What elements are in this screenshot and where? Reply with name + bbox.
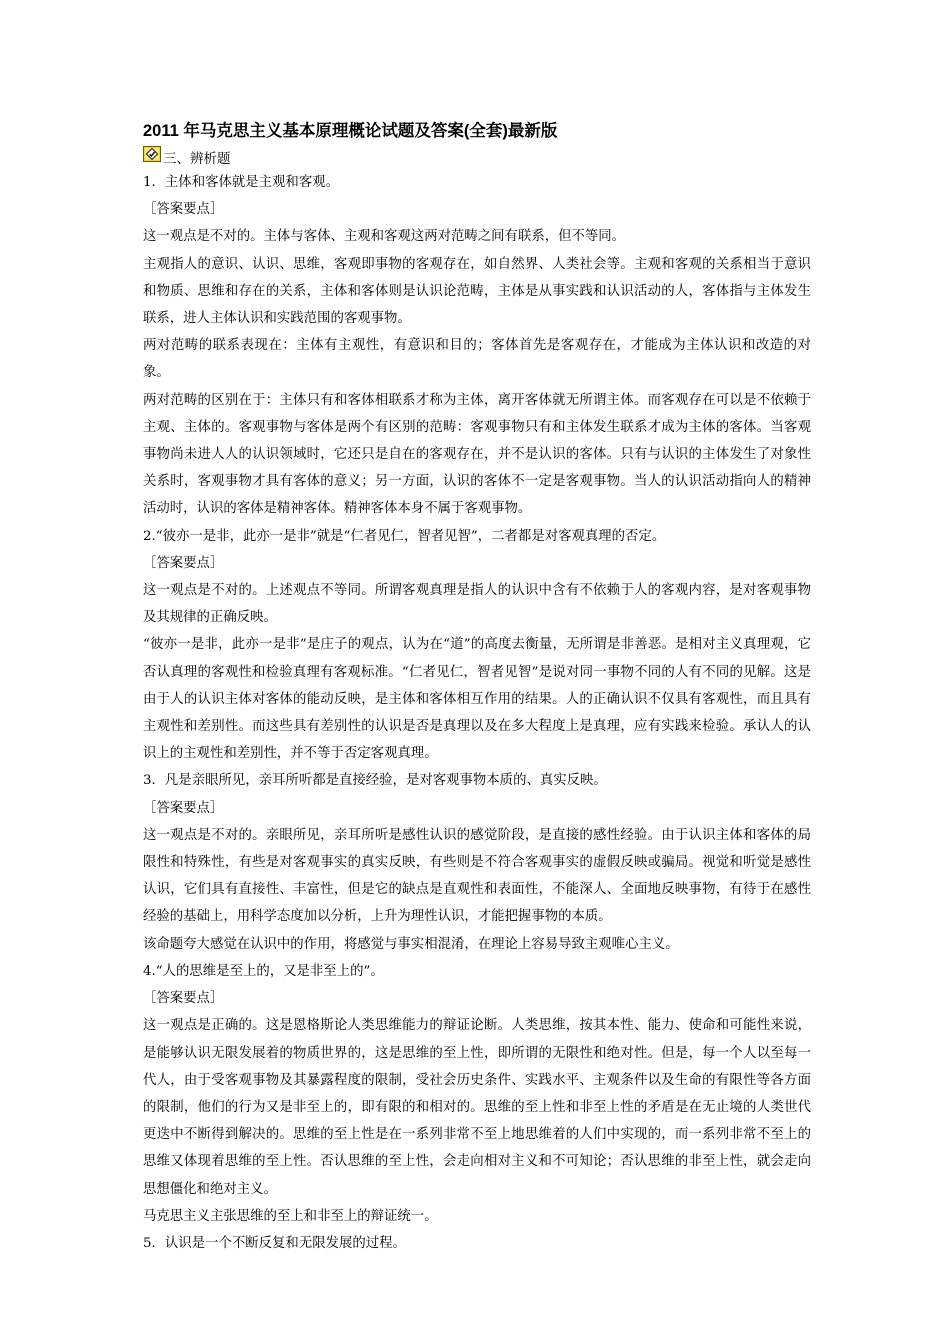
question-2: 2.“彼亦一是非，此亦一是非”就是“仁者见仁，智者见智”，二者都是对客观真理的否定。: [143, 528, 666, 544]
question-4: 4.“人的思维是至上的，又是非至上的”。: [143, 963, 384, 979]
answer-label-3: ［答案要点］: [143, 800, 224, 816]
answer-label-4: ［答案要点］: [143, 991, 224, 1007]
document-body: [143, 169, 811, 1257]
answer-paragraph: 主观指人的意识、认识、思维，客观即事物的客观存在，如自然界、人类社会等。主观和客观的关系相当于意识和物质、思维和存在的关系，主体和客体则是认识论范畴，主体是从事实践和认识活动的人，客体指与主体发生联系，进人主体认识和实践范围的客观事物。: [143, 256, 811, 327]
section-heading: [143, 145, 811, 169]
question-5: 5．认识是一个不断反复和无限发展的过程。: [143, 1235, 406, 1251]
answer-paragraph: 两对范畴的联系表现在：主体有主观性，有意识和目的；客体首先是客观存在，才能成为主体认识和改造的对象。: [143, 338, 811, 381]
section-title: 三、辨析题: [163, 151, 231, 167]
answer-label-2: ［答案要点］: [143, 555, 224, 571]
document-title: 2011 年马克思主义基本原理概论试题及答案(全套)最新版: [143, 122, 558, 140]
answer-paragraph: 这一观点是不对的。上述观点不等同。所谓客观真理是指人的认识中含有不依赖于人的客观内容，是对客观事物及其规律的正确反映。: [143, 583, 811, 626]
answer-paragraph: “彼亦一是非，此亦一是非”是庄子的观点，认为在“道”的高度去衡量，无所谓是非善恶。是相对主义真理观，它否认真理的客观性和检验真理有客观标准。“仁者见仁，智者见智”是说对同一事物不同的人有不同的见解。这是由于人的认识主体对客体的能动反映，是主体和客体相互作用的结果。人的正确认识不仅具有客观性，而且具有主观性和差别性。而这些具有差别性的认识是否是真理以及在多大程度上是真理，应有实践来检验。承认人的认识上的主观性和差别性，并不等于否定客观真理。: [143, 637, 811, 762]
document-page: [143, 118, 811, 1257]
answer-paragraph: 该命题夸大感觉在认识中的作用，将感觉与事实相混淆，在理论上容易导致主观唯心主义。: [143, 936, 679, 952]
question-1: 1．主体和客体就是主观和客观。: [143, 175, 339, 190]
answer-paragraph: 两对范畴的区别在于：主体只有和客体相联系才称为主体，离开客体就无所谓主体。而客观存在可以是不依赖于主观、主体的。客观事物与客体是两个有区别的范畴：客观事物只有和主体发生联系才成为主体的客体。当客观事物尚未进人人的认识领域时，它还只是自在的客观存在，并不是认识的客体。只有与认识的主体发生了对象性关系时，客观事物才具有客体的意义；另一方面，认识的客体不一定是客观事物。当人的认识活动指向人的精神活动时，认识的客体是精神客体。精神客体本身不属于客观事物。: [143, 392, 811, 517]
answer-paragraph: 马克思主义主张思维的至上和非至上的辩证统一。: [143, 1208, 438, 1224]
document-icon: [143, 146, 161, 162]
answer-paragraph: 这一观点是不对的。主体与客体、主观和客观这两对范畴之间有联系，但不等同。: [143, 229, 626, 245]
answer-paragraph: 这一观点是不对的。亲眼所见，亲耳所听是感性认识的感觉阶段，是直接的感性经验。由于认识主体和客体的局限性和特殊性，有些是对客观事实的真实反映，有些则是不符合客观事实的虚假反映或骗局。视觉和听觉是感性认识，它们具有直接性、丰富性，但是它的缺点是直观性和表面性，不能深人、全面地反映事物，有待于在感性经验的基础上，用科学态度加以分析，上升为理性认识，才能把握事物的本质。: [143, 827, 811, 925]
answer-label-1: ［答案要点］: [143, 202, 224, 218]
question-3: 3．凡是亲眼所见，亲耳所听都是直接经验，是对客观事物本质的、真实反映。: [143, 773, 607, 789]
answer-paragraph: 这一观点是正确的。这是恩格斯论人类思维能力的辩证论断。人类思维，按其本性、能力、使命和可能性来说，是能够认识无限发展着的物质世界的，这是思维的至上性，即所谓的无限性和绝对性。但是，每一个人以至每一代人，由于受客观事物及其暴露程度的限制，受社会历史条件、实践水平、主观条件以及生命的有限性等各方面的限制，他们的行为又是非至上的，即有限的和相对的。思维的至上性和非至上性的矛盾是在无止境的人类世代更迭中不断得到解决的。思维的至上性是在一系列非常不至上地思维着的人们中实现的，而一系列非常不至上的思维又体现着思维的至上性。否认思维的至上性，会走向相对主义和不可知论；否认思维的非至上性，就会走向思想僵化和绝对主义。: [143, 1018, 811, 1197]
document-icon-graphic: [143, 146, 161, 162]
